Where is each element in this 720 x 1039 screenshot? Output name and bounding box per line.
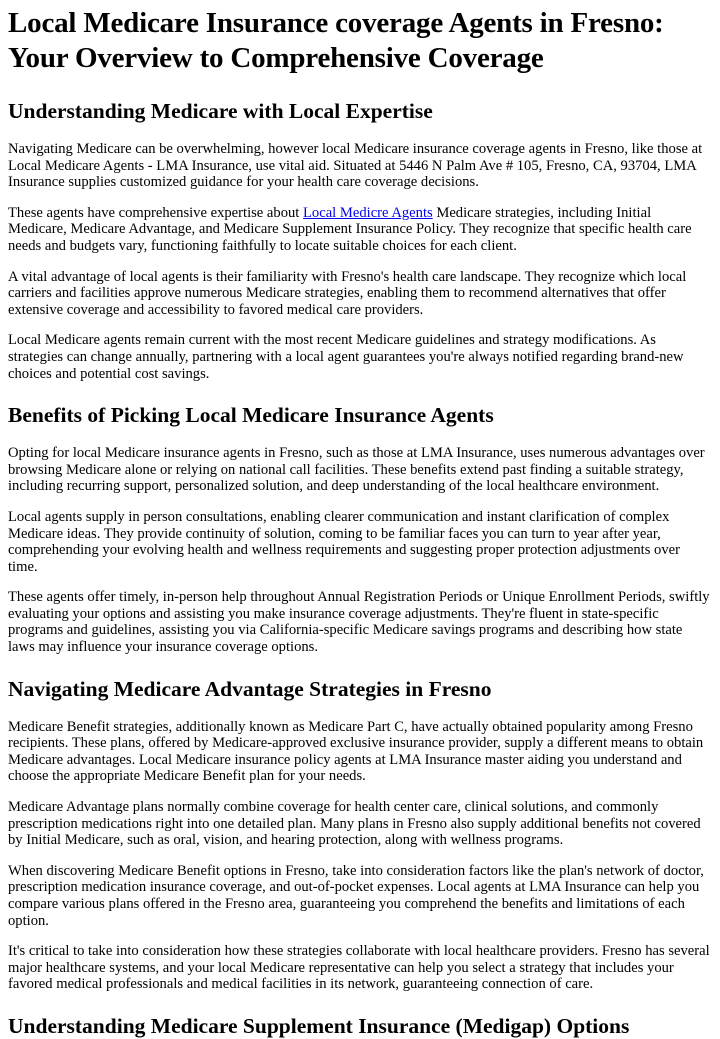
section-benefits — [8, 402, 712, 656]
paragraph: A vital advantage of local agents is their familiarity with Fresno's health care landscape. They recognize which local carriers and facilities approve numerous Medicare strategies, enabling them to recommend alternatives that offer extensive coverage and accessibility to favored medical care providers. — [8, 268, 687, 318]
section-medicare-advantage — [8, 676, 712, 993]
paragraph-text: These agents have comprehensive expertise about — [8, 204, 304, 221]
local-medicare-agents-link[interactable]: Local Medicre Agents — [303, 204, 433, 221]
section-heading: Understanding Medicare with Local Expertise — [8, 99, 433, 123]
page-title: Local Medicare Insurance coverage Agents in Fresno: Your Overview to Comprehensive Coverage — [8, 7, 664, 74]
paragraph: Local Medicare agents remain current with the most recent Medicare guidelines and strategy modifications. As strategies can change annually, partnering with a local agent guarantees you're always notified regarding brand-new choices and potential cost savings. — [8, 332, 684, 382]
paragraph: Medicare Benefit strategies, additionally known as Medicare Part C, have actually obtained popularity among Fresno recipients. These plans, offered by Medicare-approved exclusive insurance provider, supply a different means to obtain Medicare advantages. Local Medicare insurance policy agents at LMA Insurance master aiding you understand and choose the appropriate Medicare Benefit plan for your needs. — [8, 718, 704, 785]
paragraph: Opting for local Medicare insurance agents in Fresno, such as those at LMA Insurance, uses numerous advantages over browsing Medicare alone or relying on national call facilities. These benefits extend past finding a suitable strategy, including recurring support, personalized solution, and deep understanding of the local healthcare environment. — [8, 445, 705, 495]
section-heading: Benefits of Picking Local Medicare Insurance Agents — [8, 403, 494, 428]
paragraph: Medicare Advantage plans normally combine coverage for health center care, clinical solutions, and commonly prescription medications right into one detailed plan. Many plans in Fresno also supply additional benefits not covered by Initial Medicare, such as oral, vision, and hearing protection, along with wellness programs. — [8, 799, 701, 849]
paragraph: These agents offer timely, in-person help throughout Annual Registration Periods or Unique Enrollment Periods, swiftly evaluating your options and assisting you make insurance coverage adjustments. They're fluent in state-specific programs and guidelines, assisting you via California-specific Medicare savings programs and describing how state laws may influence your insurance coverage options. — [8, 589, 710, 656]
section-heading: Navigating Medicare Advantage Strategies in Fresno — [8, 676, 492, 701]
paragraph: Local agents supply in person consultations, enabling clearer communication and instant clarification of complex Medicare ideas. They provide continuity of solution, coming to be familiar faces you can turn to year after year, comprehending your evolving health and wellness requirements and suggesting proper protection adjustments over time. — [8, 508, 680, 575]
section-understanding-medicare — [8, 98, 712, 382]
paragraph: When discovering Medicare Benefit options in Fresno, take into consideration factors like the plan's network of doctor, prescription medication insurance coverage, and out-of-pocket expenses. Local agents at LMA Insurance can help you compare various plans offered in the Fresno area, guaranteeing you comprehend the benefits and limitations of each option. — [8, 862, 704, 929]
paragraph-with-link — [8, 205, 712, 255]
section-heading: Understanding Medicare Supplement Insurance (Medigap) Options — [8, 1013, 630, 1038]
paragraph: It's critical to take into consideration how these strategies collaborate with local healthcare providers. Fresno has several major healthcare systems, and your local Medicare representative can help you select a strategy that includes your favored medical professionals and medical facilities in its network, guaranteeing connection of care. — [8, 943, 710, 993]
paragraph-text: Medicare strategies, including Initial Medicare, Medicare Advantage, and Medicare Supplement Insurance Policy. They recognize that specific health care needs and budgets vary, functioning faithfully to locate suitable choices for each client. — [8, 204, 692, 254]
paragraph: Navigating Medicare can be overwhelming, however local Medicare insurance coverage agents in Fresno, like those at Local Medicare Agents - LMA Insurance, use vital aid. Situated at 5446 N Palm Ave # 105, Fresno, CA, 93704, LMA Insurance supplies customized guidance for your health care coverage decisions. — [8, 141, 703, 191]
